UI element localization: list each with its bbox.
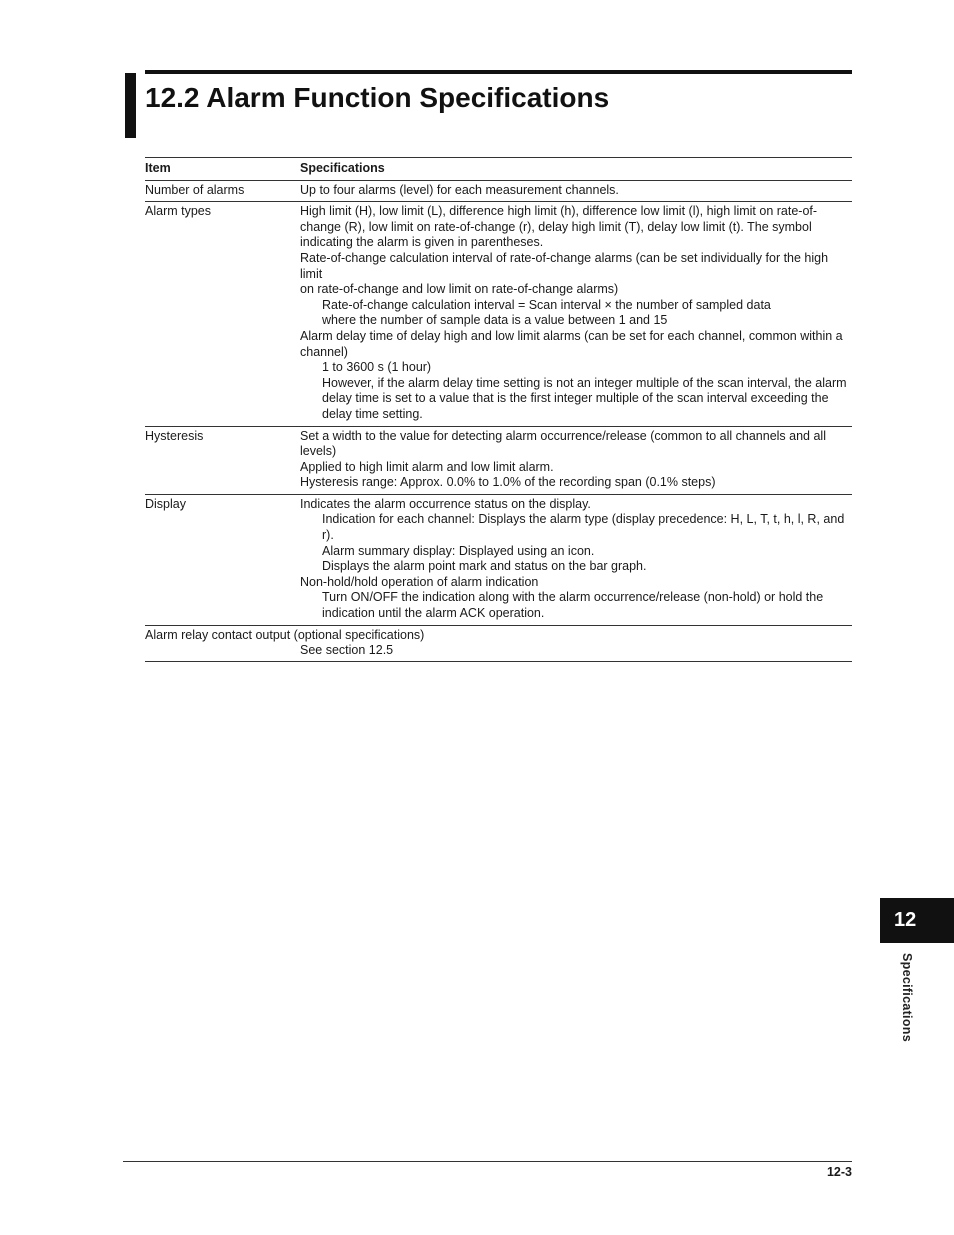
row-spec [300,202,852,426]
section-title-marker [125,73,136,138]
row-spanning-cell [145,625,852,661]
spec-line: 1 to 3600 s (1 hour) [322,360,432,375]
row-item: Alarm types [145,202,300,426]
spec-line: Set a width to the value for detecting alarm occurrence/release (common to all channels and all levels) [300,428,826,459]
page-number: 12-3 [826,1165,852,1179]
row-item: Hysteresis [145,426,300,494]
footer-rule [123,1161,852,1162]
spec-line: indicating the alarm is given in parentheses. [300,235,544,250]
chapter-number: 12 [894,909,917,931]
table-header-row [145,158,852,181]
table-row [145,494,852,625]
spec-line: delay time setting. [322,406,423,421]
spec-line: Alarm delay time of delay high and low limit alarms (can be set for each channel, common within a [300,328,843,343]
spec-line: delay time is set to a value that is the first integer multiple of the scan interval exceeding the [322,391,829,406]
spec-line: However, if the alarm delay time setting is not an integer multiple of the scan interval, the alarm [322,375,847,390]
row-item: Alarm relay contact output (optional specifications) [145,627,425,642]
table-row [145,202,852,426]
section-title-rule [145,70,852,74]
spec-line: Applied to high limit alarm and low limit alarm. [300,459,554,474]
spec-line: on rate-of-change and low limit on rate-of-change alarms) [300,282,619,297]
spec-line: Displays the alarm point mark and status on the bar graph. [322,559,647,574]
row-item: Display [145,494,300,625]
chapter-label: Specifications [900,953,914,1042]
table-row [145,625,852,661]
spec-line: High limit (H), low limit (L), difference high limit (h), difference low limit (l), high limit on rate-of- [300,204,818,219]
spec-line: Hysteresis range: Approx. 0.0% to 1.0% of the recording span (0.1% steps) [300,475,716,490]
spec-line: channel) [300,344,348,359]
header-item: Item [145,158,300,181]
spec-line: Rate-of-change calculation interval = Scan interval × the number of sampled data [322,297,771,312]
spec-line: where the number of sample data is a value between 1 and 15 [322,313,668,328]
row-spec [300,426,852,494]
spec-line: Rate-of-change calculation interval of rate-of-change alarms (can be set individually for the high limit [300,250,829,281]
row-spec [300,180,852,202]
spec-line: Indicates the alarm occurrence status on the display. [300,496,591,511]
table-row [145,426,852,494]
spec-line: See section 12.5 [300,643,394,658]
spec-line: Turn ON/OFF the indication along with the alarm occurrence/release (non-hold) or hold the [322,590,824,605]
section-title: 12.2 Alarm Function Specifications [145,82,610,113]
spec-line: Non-hold/hold operation of alarm indication [300,574,539,589]
spec-line: Alarm summary display: Displayed using an icon. [322,543,595,558]
spec-table [145,157,852,662]
spec-line: Indication for each channel: Displays the alarm type (display precedence: H, L, T, t, h, l, R, and r). [322,512,845,543]
row-spec [300,494,852,625]
spec-line: change (R), low limit on rate-of-change (r), delay high limit (T), delay low limit (t). The symbol [300,219,812,234]
table-row [145,180,852,202]
chapter-tab[interactable] [880,898,954,943]
spec-line: indication until the alarm ACK operation. [322,606,545,621]
row-item: Number of alarms [145,180,300,202]
spec-line: Up to four alarms (level) for each measurement channels. [300,182,619,197]
header-spec: Specifications [300,158,852,181]
